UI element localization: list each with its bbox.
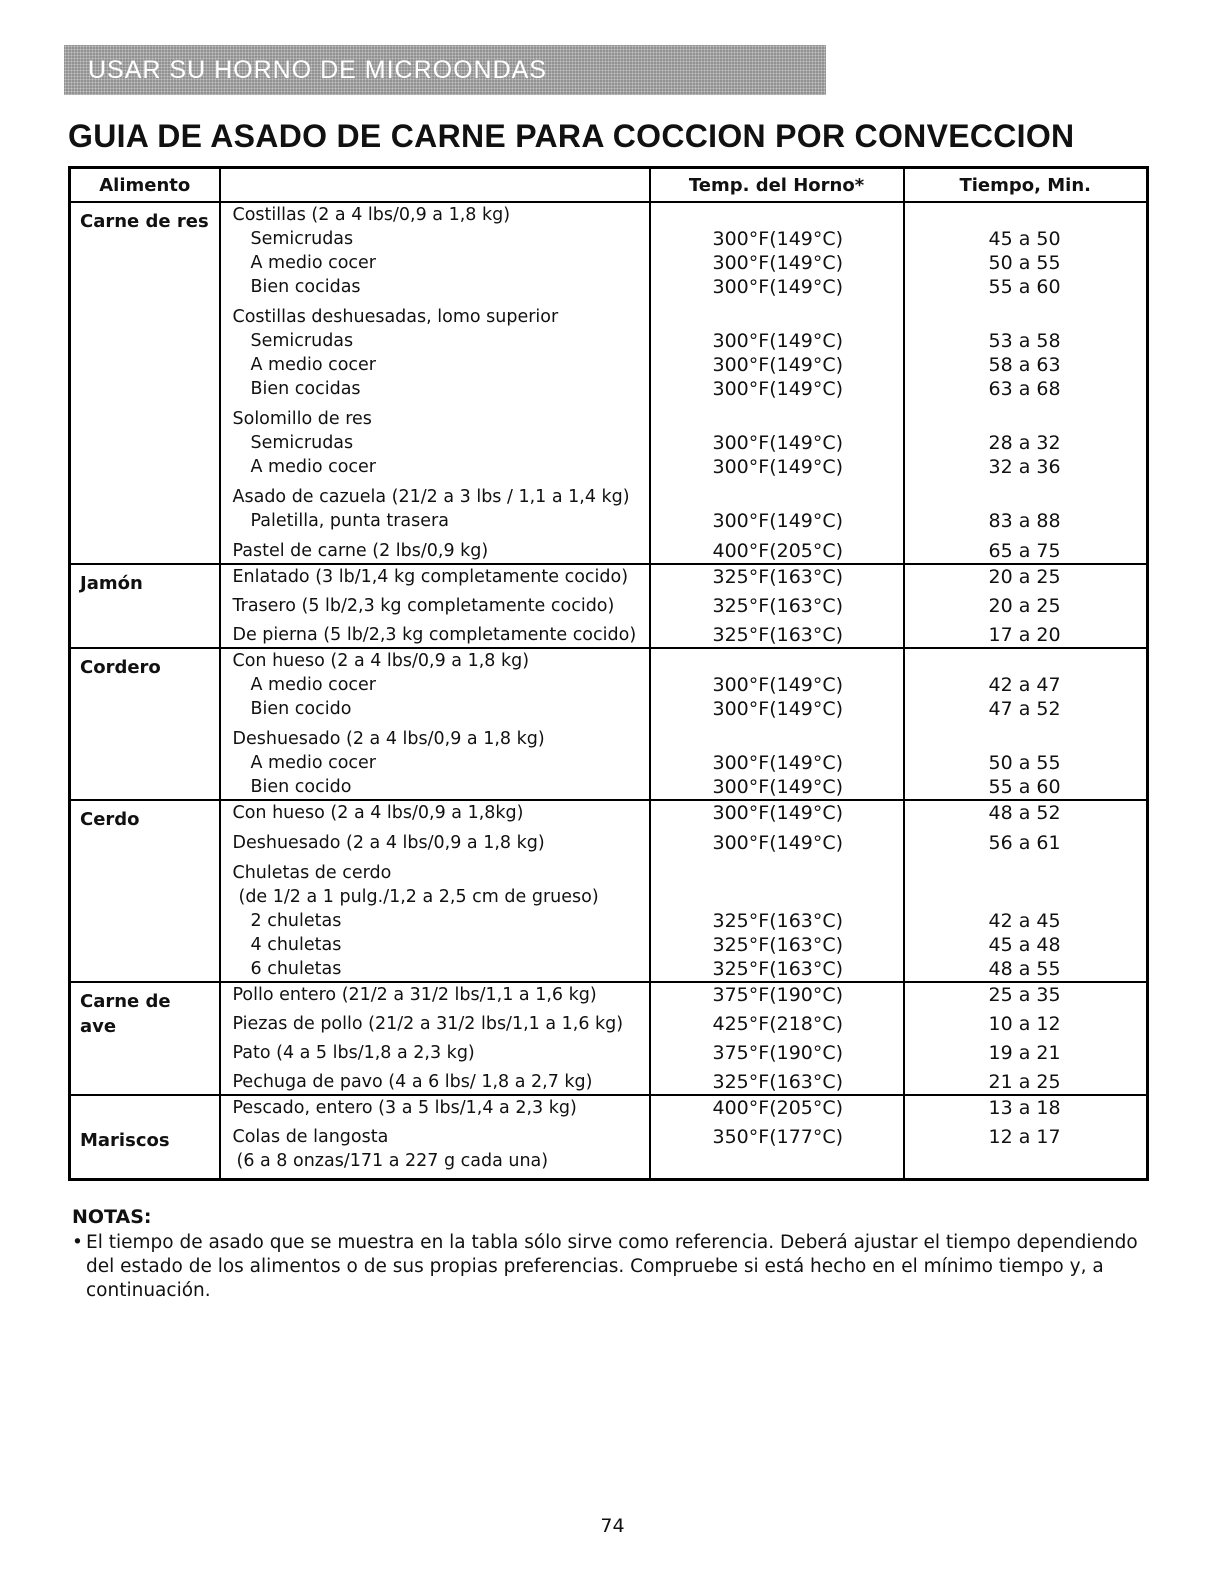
table-row — [70, 564, 1148, 648]
food-item: A medio cocer — [250, 457, 376, 477]
temp-cell — [650, 800, 904, 982]
time-cell — [904, 982, 1148, 1095]
food-item: A medio cocer — [250, 753, 376, 773]
category-cell: Mariscos — [70, 1095, 220, 1180]
time-value: 53 a 58 — [988, 330, 1061, 352]
temp-value: 300°F(149°C) — [712, 776, 844, 798]
food-item: Semicrudas — [250, 229, 354, 249]
temp-value: 300°F(149°C) — [712, 456, 844, 478]
time-value: 12 a 17 — [988, 1126, 1061, 1148]
temp-value: 325°F(163°C) — [712, 958, 844, 980]
time-value: 65 a 75 — [988, 540, 1061, 562]
food-item: 4 chuletas — [250, 935, 342, 955]
roasting-guide-table — [68, 166, 1149, 1181]
time-value: 21 a 25 — [988, 1071, 1061, 1093]
time-value: 17 a 20 — [988, 624, 1061, 646]
time-value: 58 a 63 — [988, 354, 1061, 376]
category-cell: Cerdo — [70, 800, 220, 982]
food-item: (6 a 8 onzas/171 a 227 g cada una) — [236, 1151, 549, 1171]
time-cell — [904, 202, 1148, 564]
food-item: Costillas deshuesadas, lomo superior — [232, 307, 559, 327]
category-cell: Carne de res — [70, 202, 220, 564]
food-cell — [220, 800, 650, 982]
food-item: (de 1/2 a 1 pulg./1,2 a 2,5 cm de grueso) — [238, 887, 599, 907]
temp-cell — [650, 1095, 904, 1180]
table-row — [70, 800, 1148, 982]
food-cell — [220, 648, 650, 800]
table-row — [70, 1095, 1148, 1180]
food-item: Semicrudas — [250, 433, 354, 453]
banner-text: USAR SU HORNO DE MICROONDAS — [88, 55, 547, 84]
temp-value: 325°F(163°C) — [712, 910, 844, 932]
time-cell — [904, 1095, 1148, 1180]
temp-value: 300°F(149°C) — [712, 432, 844, 454]
food-item: Asado de cazuela (21/2 a 3 lbs / 1,1 a 1,4 kg) — [232, 487, 630, 507]
temp-value: 300°F(149°C) — [712, 510, 844, 532]
time-value: 55 a 60 — [988, 776, 1061, 798]
food-item: Trasero (5 lb/2,3 kg completamente cocido) — [232, 596, 615, 616]
food-item: Pollo entero (21/2 a 31/2 lbs/1,1 a 1,6 kg) — [232, 985, 597, 1005]
food-item: Pastel de carne (2 lbs/0,9 kg) — [232, 541, 489, 561]
food-item: Paletilla, punta trasera — [250, 511, 449, 531]
temp-value: 300°F(149°C) — [712, 354, 844, 376]
food-item: Bien cocido — [250, 777, 352, 797]
food-item: Bien cocidas — [250, 277, 361, 297]
header-time: Tiempo, Min. — [904, 168, 1148, 203]
temp-value: 300°F(149°C) — [712, 832, 844, 854]
temp-value: 375°F(190°C) — [712, 1042, 844, 1064]
food-item: Deshuesado (2 a 4 lbs/0,9 a 1,8 kg) — [232, 833, 545, 853]
temp-value: 300°F(149°C) — [712, 378, 844, 400]
food-item: Con hueso (2 a 4 lbs/0,9 a 1,8kg) — [232, 803, 524, 823]
header-oven-temp: Temp. del Horno* — [650, 168, 904, 203]
time-cell — [904, 648, 1148, 800]
section-banner — [64, 45, 826, 95]
food-item: Pato (4 a 5 lbs/1,8 a 2,3 kg) — [232, 1043, 475, 1063]
temp-value: 300°F(149°C) — [712, 276, 844, 298]
food-item: 6 chuletas — [250, 959, 342, 979]
time-value: 28 a 32 — [988, 432, 1061, 454]
food-item: A medio cocer — [250, 253, 376, 273]
time-value: 50 a 55 — [988, 752, 1061, 774]
food-cell — [220, 202, 650, 564]
time-value: 48 a 52 — [988, 802, 1061, 824]
table-row — [70, 202, 1148, 564]
temp-value: 400°F(205°C) — [712, 1097, 844, 1119]
food-item: Pechuga de pavo (4 a 6 lbs/ 1,8 a 2,7 kg) — [232, 1072, 593, 1092]
food-item: Pescado, entero (3 a 5 lbs/1,4 a 2,3 kg) — [232, 1098, 577, 1118]
food-item: Enlatado (3 lb/1,4 kg completamente cocido) — [232, 567, 629, 587]
food-item: A medio cocer — [250, 355, 376, 375]
time-value: 20 a 25 — [988, 595, 1061, 617]
table-header-row — [70, 168, 1148, 203]
temp-value: 300°F(149°C) — [712, 698, 844, 720]
temp-value: 350°F(177°C) — [712, 1126, 844, 1148]
temp-value: 300°F(149°C) — [712, 752, 844, 774]
time-value: 56 a 61 — [988, 832, 1061, 854]
food-item: Semicrudas — [250, 331, 354, 351]
header-food: Alimento — [70, 168, 220, 203]
time-value: 10 a 12 — [988, 1013, 1061, 1035]
temp-value: 300°F(149°C) — [712, 802, 844, 824]
food-item: Chuletas de cerdo — [232, 863, 392, 883]
temp-value: 300°F(149°C) — [712, 252, 844, 274]
food-item: 2 chuletas — [250, 911, 342, 931]
temp-cell — [650, 982, 904, 1095]
food-item: Bien cocidas — [250, 379, 361, 399]
table-row — [70, 648, 1148, 800]
time-value: 63 a 68 — [988, 378, 1061, 400]
temp-value: 325°F(163°C) — [712, 566, 844, 588]
category-cell: Carne de ave — [70, 982, 220, 1095]
header-description — [220, 168, 650, 203]
notes-bullet: • — [72, 1232, 83, 1253]
temp-value: 300°F(149°C) — [712, 228, 844, 250]
temp-value: 325°F(163°C) — [712, 595, 844, 617]
time-value: 45 a 50 — [988, 228, 1061, 250]
time-value: 42 a 45 — [988, 910, 1061, 932]
food-cell — [220, 982, 650, 1095]
food-item: A medio cocer — [250, 675, 376, 695]
temp-value: 300°F(149°C) — [712, 674, 844, 696]
time-value: 50 a 55 — [988, 252, 1061, 274]
temp-cell — [650, 648, 904, 800]
time-value: 55 a 60 — [988, 276, 1061, 298]
temp-value: 325°F(163°C) — [712, 934, 844, 956]
food-item: De pierna (5 lb/2,3 kg completamente cocido) — [232, 625, 637, 645]
food-item: Con hueso (2 a 4 lbs/0,9 a 1,8 kg) — [232, 651, 530, 671]
time-value: 83 a 88 — [988, 510, 1061, 532]
time-value: 25 a 35 — [988, 984, 1061, 1006]
page-title: GUIA DE ASADO DE CARNE PARA COCCION POR CONVECCION — [68, 118, 1075, 154]
temp-cell — [650, 202, 904, 564]
time-value: 13 a 18 — [988, 1097, 1061, 1119]
food-item: Deshuesado (2 a 4 lbs/0,9 a 1,8 kg) — [232, 729, 545, 749]
food-item: Solomillo de res — [232, 409, 372, 429]
table-row — [70, 982, 1148, 1095]
food-item: Colas de langosta — [232, 1127, 389, 1147]
temp-value: 375°F(190°C) — [712, 984, 844, 1006]
temp-value: 400°F(205°C) — [712, 540, 844, 562]
time-value: 42 a 47 — [988, 674, 1061, 696]
food-cell — [220, 1095, 650, 1180]
time-cell — [904, 800, 1148, 982]
food-item: Costillas (2 a 4 lbs/0,9 a 1,8 kg) — [232, 205, 511, 225]
temp-cell — [650, 564, 904, 648]
category-cell: Cordero — [70, 648, 220, 800]
page-number: 74 — [600, 1515, 625, 1537]
category-cell: Jamón — [70, 564, 220, 648]
time-value: 48 a 55 — [988, 958, 1061, 980]
time-value: 45 a 48 — [988, 934, 1061, 956]
food-item: Bien cocido — [250, 699, 352, 719]
notes-paragraph — [72, 1231, 1152, 1303]
time-cell — [904, 564, 1148, 648]
notes-text: El tiempo de asado que se muestra en la tabla sólo sirve como referencia. Deberá ajustar el tiempo dependiendo del estado de los alimentos o de sus propias preferencias. Compruebe si está hecho en el mínimo tiempo y, a continuación. — [86, 1232, 1138, 1301]
food-cell — [220, 564, 650, 648]
temp-value: 300°F(149°C) — [712, 330, 844, 352]
temp-value: 325°F(163°C) — [712, 624, 844, 646]
temp-value: 425°F(218°C) — [712, 1013, 844, 1035]
notes-title: NOTAS: — [72, 1206, 152, 1228]
temp-value: 325°F(163°C) — [712, 1071, 844, 1093]
time-value: 47 a 52 — [988, 698, 1061, 720]
time-value: 19 a 21 — [988, 1042, 1061, 1064]
time-value: 32 a 36 — [988, 456, 1061, 478]
time-value: 20 a 25 — [988, 566, 1061, 588]
food-item: Piezas de pollo (21/2 a 31/2 lbs/1,1 a 1,6 kg) — [232, 1014, 624, 1034]
